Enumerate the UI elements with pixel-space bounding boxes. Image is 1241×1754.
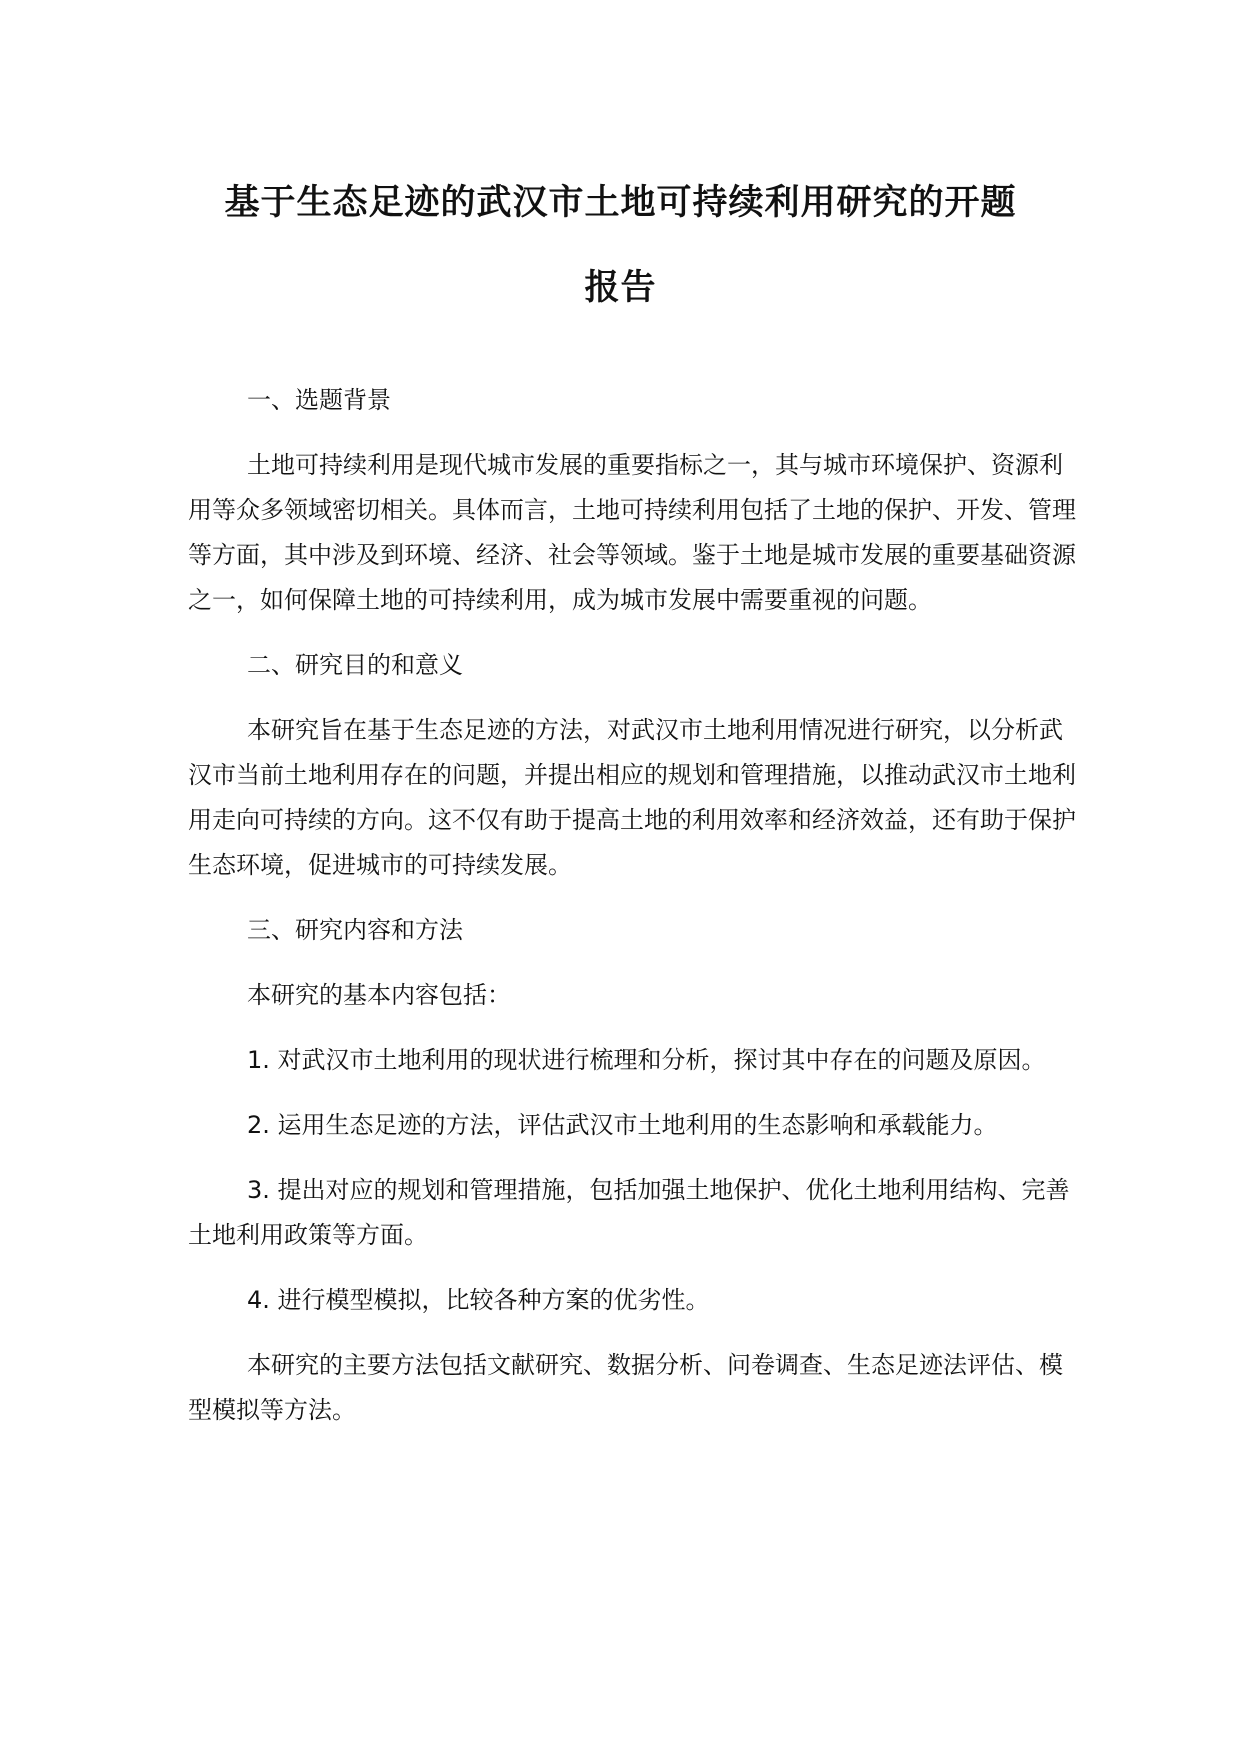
paragraph-methods: 本研究的主要方法包括文献研究、数据分析、问卷调查、生态足迹法评估、模型模拟等方法。	[188, 1351, 1063, 1424]
document-body	[188, 378, 1083, 1453]
document-title-line1: 基于生态足迹的武汉市土地可持续利用研究的开题	[224, 183, 1017, 223]
list-item-4: 4. 进行模型模拟，比较各种方案的优劣性。	[247, 1286, 710, 1314]
list-item-2: 2. 运用生态足迹的方法，评估武汉市土地利用的生态影响和承载能力。	[247, 1111, 998, 1139]
paragraph-purpose: 本研究旨在基于生态足迹的方法，对武汉市土地利用情况进行研究，以分析武汉市当前土地利用存在的问题，并提出相应的规划和管理措施，以推动武汉市土地利用走向可持续的方向。这不仅有助于提高土地的利用效率和经济效益，还有助于保护生态环境，促进城市的可持续发展。	[188, 716, 1076, 879]
section-heading-purpose: 二、研究目的和意义	[247, 651, 463, 679]
document-title-line2: 报告	[584, 268, 657, 308]
list-item-1: 1. 对武汉市土地利用的现状进行梳理和分析，探讨其中存在的问题及原因。	[247, 1046, 1046, 1074]
paragraph-content-intro: 本研究的基本内容包括：	[247, 981, 511, 1009]
section-heading-content-methods: 三、研究内容和方法	[247, 916, 463, 944]
paragraph-background: 土地可持续利用是现代城市发展的重要指标之一，其与城市环境保护、资源利用等众多领域密切相关。具体而言，土地可持续利用包括了土地的保护、开发、管理等方面，其中涉及到环境、经济、社会等领域。鉴于土地是城市发展的重要基础资源之一，如何保障土地的可持续利用，成为城市发展中需要重视的问题。	[188, 451, 1076, 614]
list-item-3: 3. 提出对应的规划和管理措施，包括加强土地保护、优化土地利用结构、完善土地利用政策等方面。	[188, 1176, 1070, 1249]
section-heading-background: 一、选题背景	[247, 386, 391, 414]
